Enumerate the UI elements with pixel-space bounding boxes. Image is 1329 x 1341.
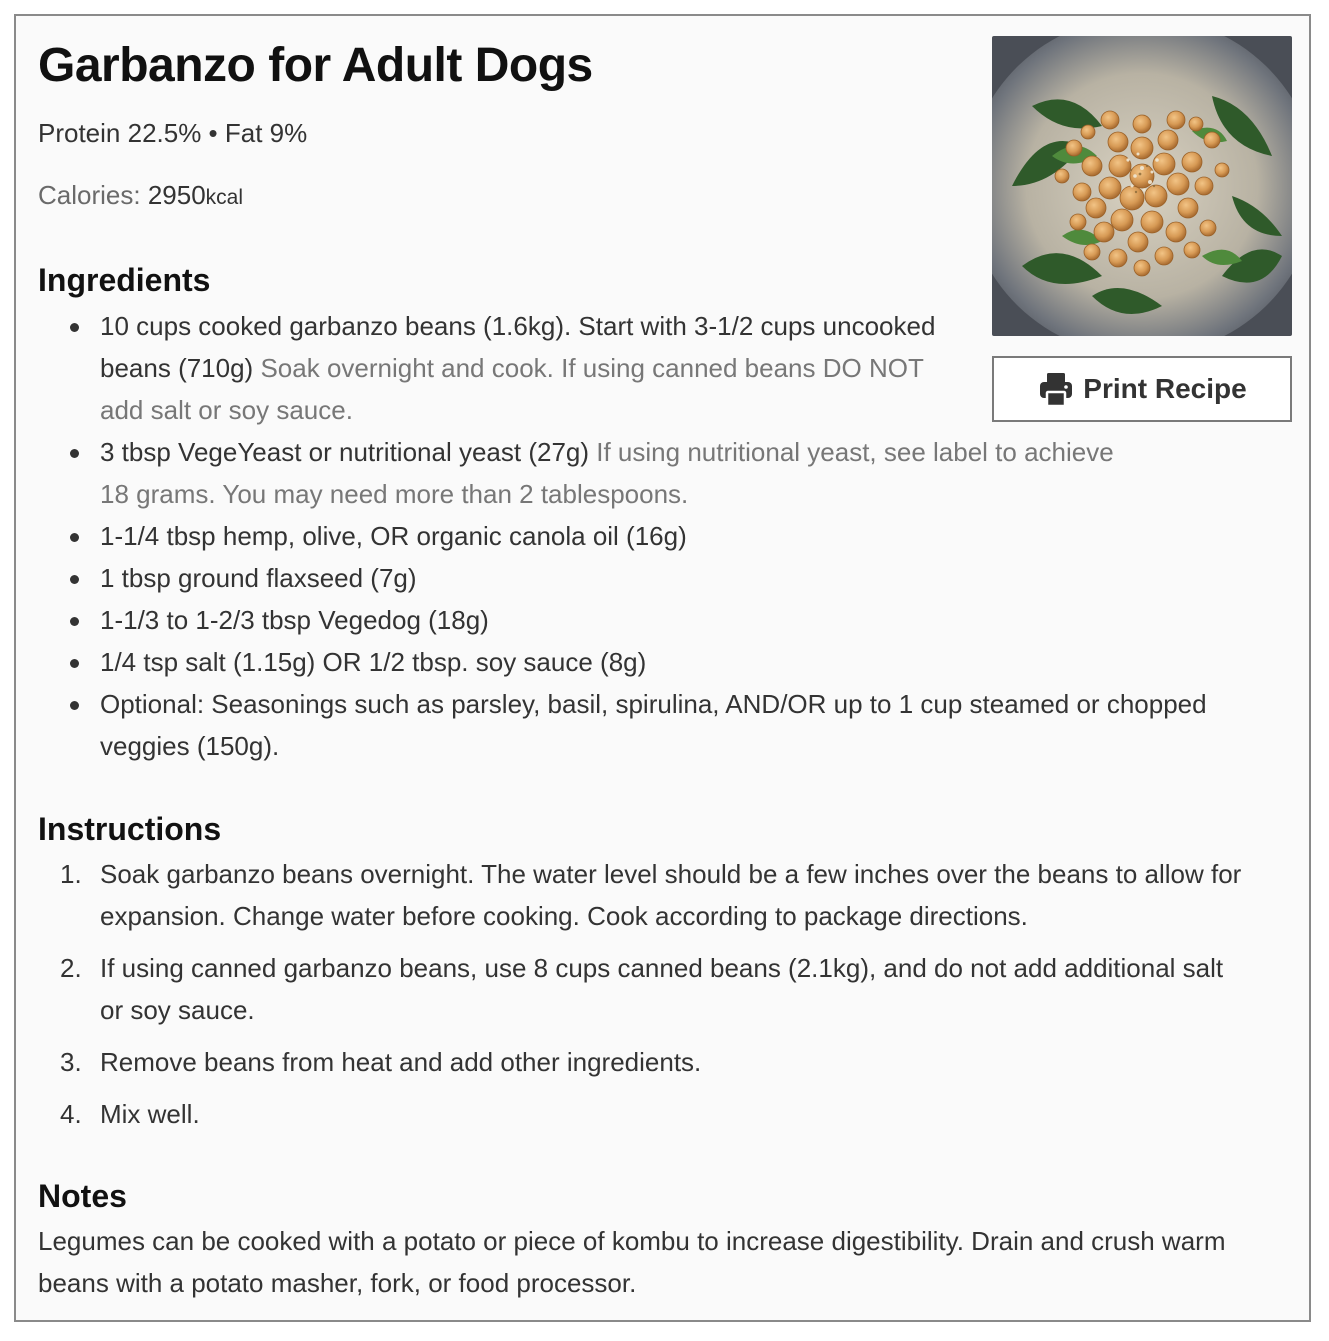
list-item: 10 cups cooked garbanzo beans (1.6kg). Start with 3-1/2 cups uncooked beans (710g) Soak overnight and cook. If using canned beans DO NOT add salt or soy sauce. [38, 305, 970, 431]
calories-value: 2950 [147, 180, 206, 210]
recipe-calories [38, 180, 243, 211]
calories-unit: kcal [205, 186, 244, 209]
list-item: 1 tbsp ground flaxseed (7g) [38, 557, 1250, 599]
list-item: 1-1/4 tbsp hemp, olive, OR organic canola oil (16g) [38, 515, 1250, 557]
print-recipe-label: Print Recipe [1083, 373, 1247, 404]
notes-text: Legumes can be cooked with a potato or piece of kombu to increase digestibility. Drain and crush warm beans with a potato masher, fork, or food processor. [38, 1226, 1226, 1298]
list-item: 3. Remove beans from heat and add other ingredients. [60, 1047, 702, 1077]
recipe-macros: Protein 22.5% • Fat 9% [38, 118, 308, 148]
ingredients-list [38, 305, 1250, 767]
list-item: 1/4 tsp salt (1.15g) OR 1/2 tbsp. soy sauce (8g) [38, 641, 1250, 683]
list-item: 4. Mix well. [60, 1099, 200, 1129]
recipe-photo [992, 36, 1292, 336]
instructions-heading: Instructions [38, 811, 222, 847]
list-item: Optional: Seasonings such as parsley, basil, spirulina, AND/OR up to 1 cup steamed or chopped veggies (150g). [38, 683, 1250, 767]
list-item: 1-1/3 to 1-2/3 tbsp Vegedog (18g) [38, 599, 1250, 641]
recipe-photo-image [992, 36, 1292, 336]
calories-label: Calories: [38, 180, 141, 210]
notes-heading: Notes [38, 1178, 127, 1214]
recipe-card [14, 14, 1311, 1322]
list-item: 2. If using canned garbanzo beans, use 8 cups canned beans (2.1kg), and do not add additional salt or soy sauce. [60, 953, 1224, 1025]
list-item: 3 tbsp VegeYeast or nutritional yeast (27g) If using nutritional yeast, see label to achieve 18 grams. You may need more than 2 tablespoons. [38, 431, 1140, 515]
list-item: 1. Soak garbanzo beans overnight. The water level should be a few inches over the beans to allow for expansion. Change water before cooking. Cook according to package directions. [60, 859, 1242, 931]
instructions-list [38, 853, 1295, 1145]
recipe-title: Garbanzo for Adult Dogs [38, 39, 593, 92]
ingredients-heading: Ingredients [38, 262, 211, 298]
